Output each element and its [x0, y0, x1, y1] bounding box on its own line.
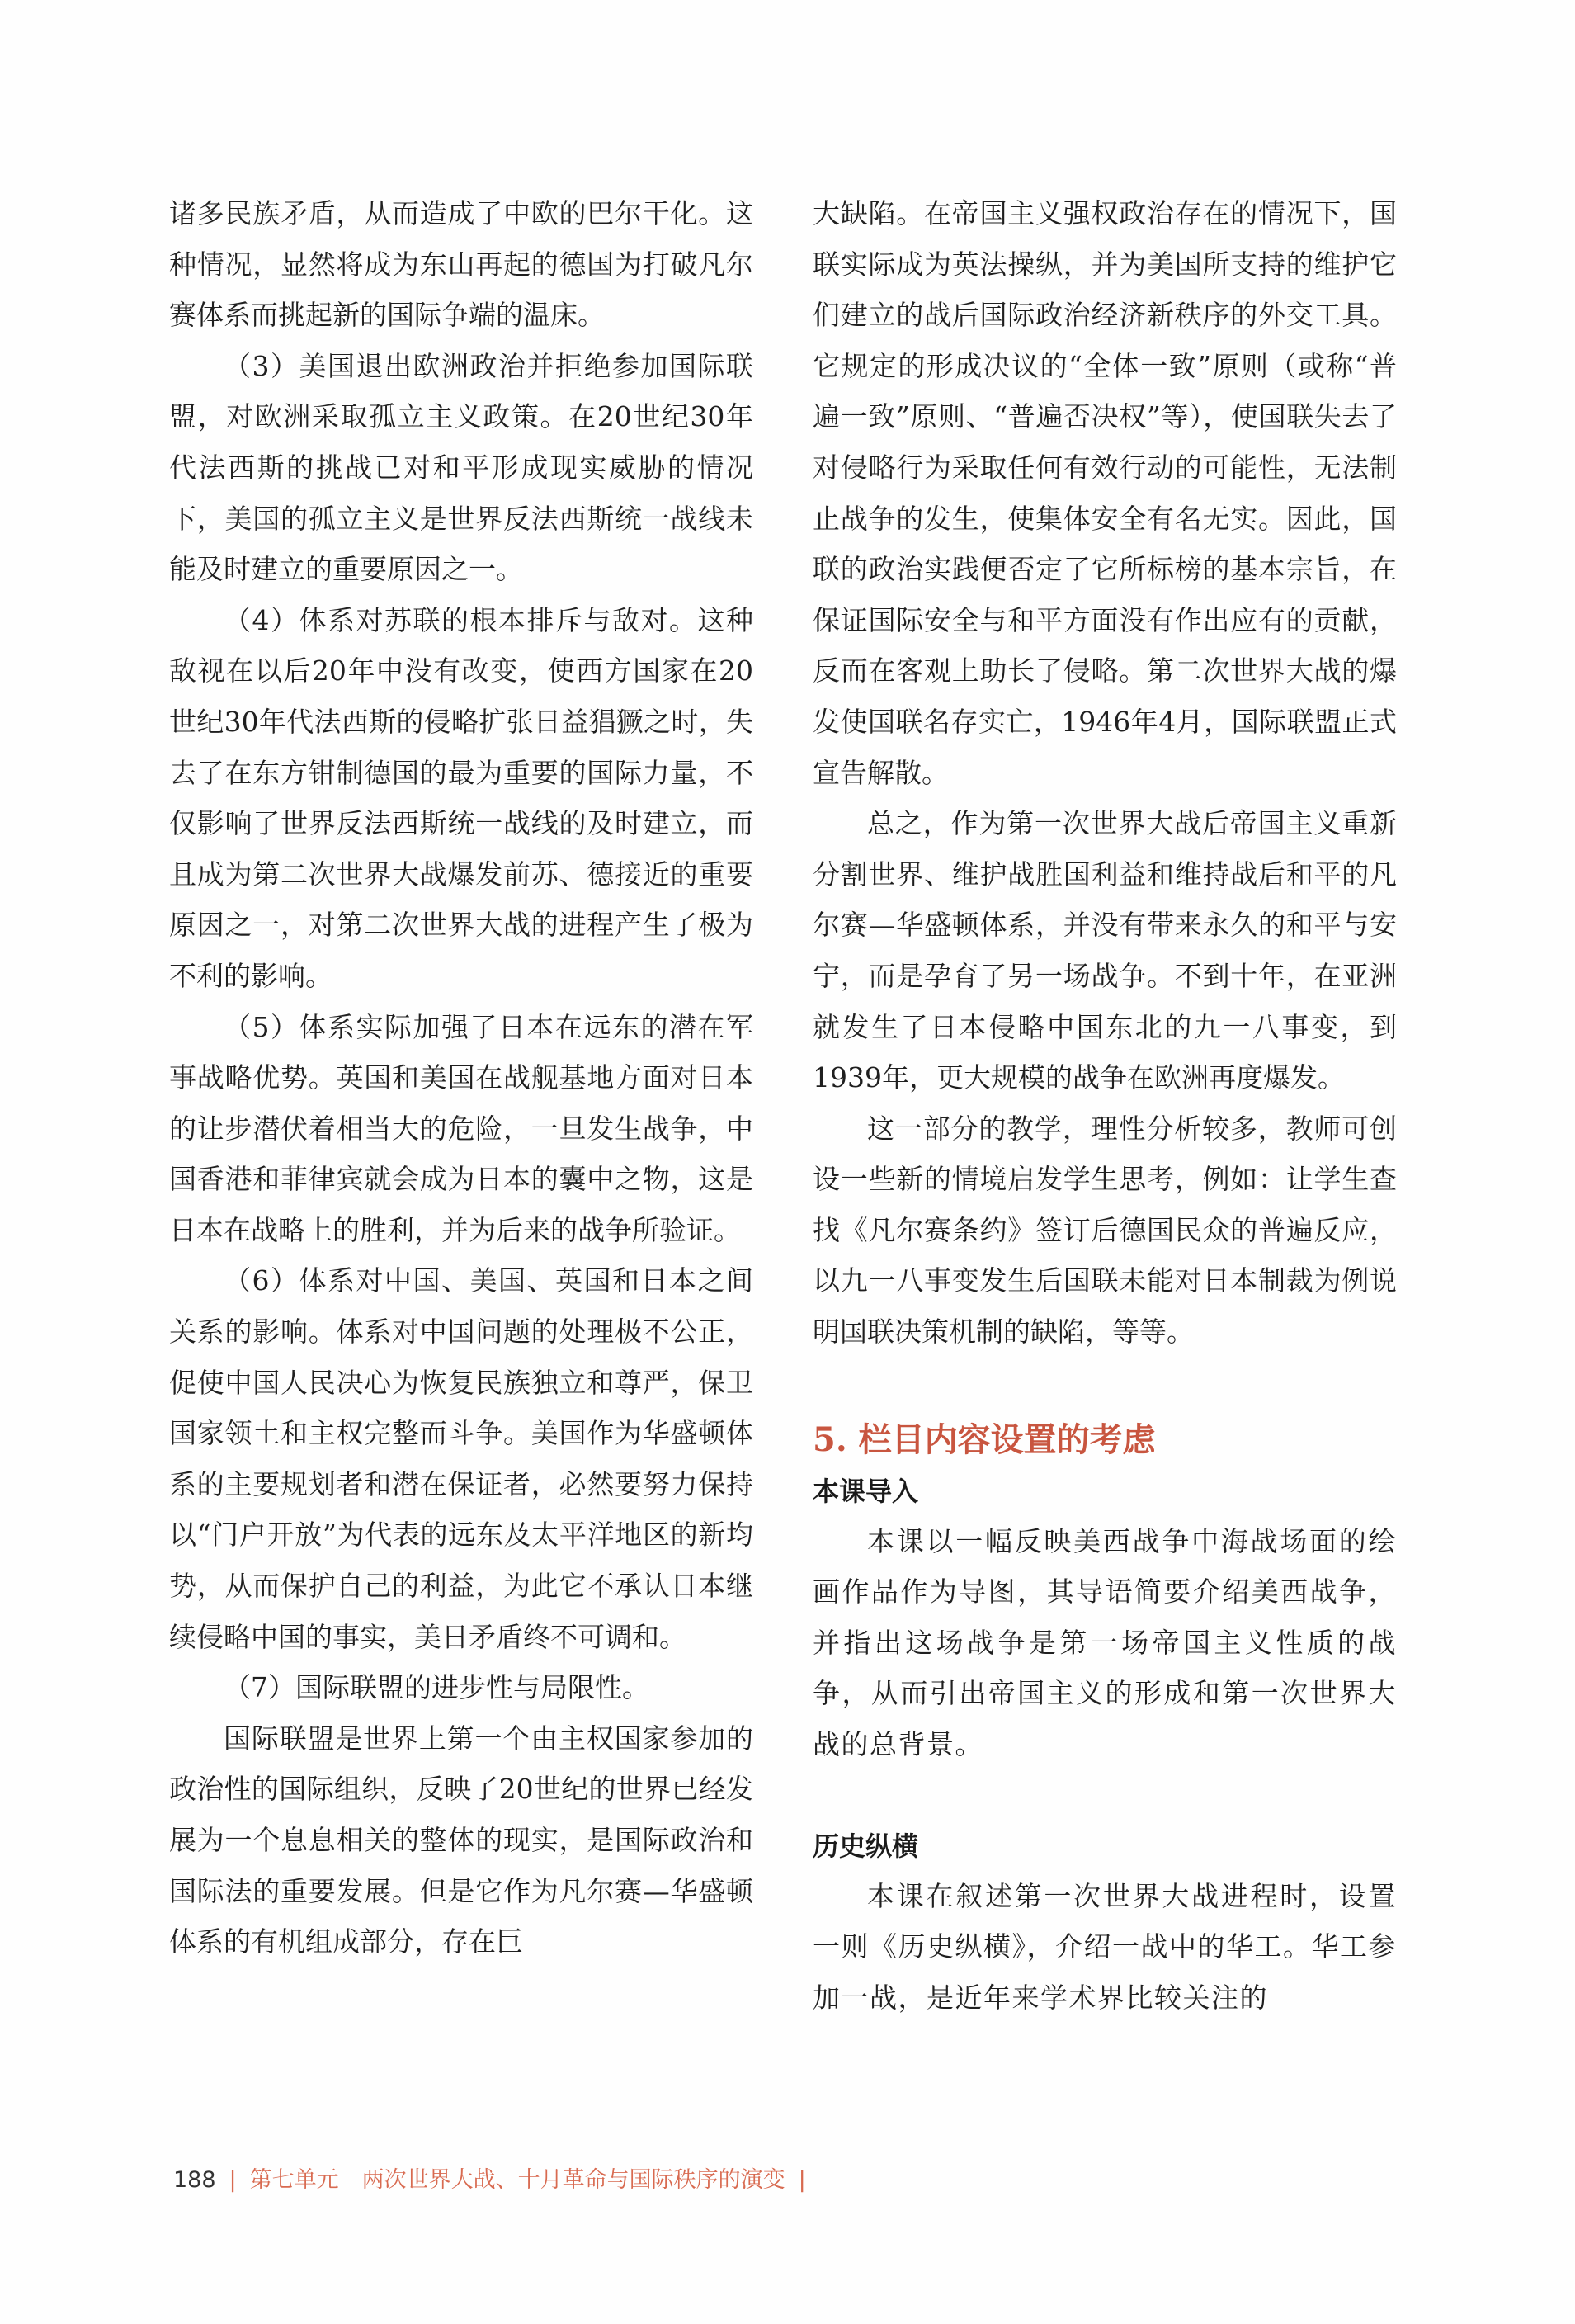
body-paragraph: 本课以一幅反映美西战争中海战场面的绘画作品作为导图，其导语简要介绍美西战争，并指出这场战争是第一场帝国主义性质的战争，从而引出帝国主义的形成和第一次世界大战的总背景。 — [813, 1524, 1397, 1761]
body-paragraph: （6）体系对中国、美国、英国和日本之间关系的影响。体系对中国问题的处理极不公正，促使中国人民决心为恢复民族独立和尊严，保卫国家领土和主权完整而斗争。美国作为华盛顿体系的主要规划者和潜在保证者，必然要努力保持以“门户开放”为代表的远东及太平洋地区的新均势，从而保护自己的利益，为此它不承认日本继续侵略中国的事实，美日矛盾终不可调和。 — [169, 1264, 753, 1653]
body-paragraph: 大缺陷。在帝国主义强权政治存在的情况下，国联实际成为英法操纵，并为美国所支持的维护它们建立的战后国际政治经济新秩序的外交工具。它规定的形成决议的“全体一致”原则（或称“普遍一致”原则、“普遍否决权”等），使国联失去了对侵略行为采取任何有效行动的可能性，无法制止战争的发生，使集体安全有名无实。因此，国联的政治实践便否定了它所标榜的基本宗旨，在保证国际安全与和平方面没有作出应有的贡献，反而在客观上助长了侵略。第二次世界大战的爆发使国联名存实亡，1946年4月，国际联盟正式宣告解散。 — [813, 197, 1397, 789]
footer-divider: | — [798, 2167, 806, 2193]
right-column — [813, 188, 1397, 2023]
page-footer — [173, 2164, 819, 2197]
body-paragraph: （7）国际联盟的进步性与局限性。 — [224, 1671, 649, 1704]
section-heading: 5. 栏目内容设置的考虑 — [813, 1419, 1156, 1459]
unit-label: 第七单元 — [249, 2167, 339, 2193]
unit-title: 两次世界大战、十月革命与国际秩序的演变 — [361, 2167, 785, 2193]
page-number: 188 — [173, 2167, 216, 2193]
body-paragraph: 本课在叙述第一次世界大战进程时，设置一则《历史纵横》，介绍一战中的华工。华工参加一战，是近年来学术界比较关注的 — [813, 1879, 1397, 2014]
footer-divider: | — [229, 2167, 237, 2193]
subsection-heading-intro: 本课导入 — [813, 1475, 919, 1507]
body-paragraph: （5）体系实际加强了日本在远东的潜在军事战略优势。英国和美国在战舰基地方面对日本的让步潜伏着相当大的危险，一旦发生战争，中国香港和菲律宾就会成为日本的囊中之物，这是日本在战略上的胜利，并为后来的战争所验证。 — [169, 1010, 753, 1246]
body-paragraph: 国际联盟是世界上第一个由主权国家参加的政治性的国际组织，反映了20世纪的世界已经发展为一个息息相关的整体的现实，是国际政治和国际法的重要发展。但是它作为凡尔赛—华盛顿体系的有机组成部分，存在巨 — [169, 1722, 753, 1958]
body-paragraph: 诸多民族矛盾，从而造成了中欧的巴尔干化。这种情况，显然将成为东山再起的德国为打破凡尔赛体系而挑起新的国际争端的温床。 — [169, 197, 753, 332]
body-paragraph: 总之，作为第一次世界大战后帝国主义重新分割世界、维护战胜国利益和维持战后和平的凡尔赛—华盛顿体系，并没有带来永久的和平与安宁，而是孕育了另一场战争。不到十年，在亚洲就发生了日本侵略中国东北的九一八事变，到1939年，更大规模的战争在欧洲再度爆发。 — [813, 807, 1397, 1094]
body-paragraph: 这一部分的教学，理性分析较多，教师可创设一些新的情境启发学生思考，例如：让学生查找《凡尔赛条约》签订后德国民众的普遍反应，以九一八事变发生后国联未能对日本制裁为例说明国联决策机制的缺陷，等等。 — [813, 1112, 1397, 1349]
body-paragraph: （4）体系对苏联的根本排斥与敌对。这种敌视在以后20年中没有改变，使西方国家在20世纪30年代法西斯的侵略扩张日益猖獗之时，失去了在东方钳制德国的最为重要的国际力量，不仅影响了世界反法西斯统一战线的及时建立，而且成为第二次世界大战爆发前苏、德接近的重要原因之一，对第二次世界大战的进程产生了极为不利的影响。 — [169, 603, 753, 992]
body-paragraph: （3）美国退出欧洲政治并拒绝参加国际联盟，对欧洲采取孤立主义政策。在20世纪30年代法西斯的挑战已对和平形成现实威胁的情况下，美国的孤立主义是世界反法西斯统一战线未能及时建立的重要原因之一。 — [169, 349, 753, 586]
left-column — [169, 188, 753, 1967]
subsection-heading-history: 历史纵横 — [813, 1830, 919, 1862]
